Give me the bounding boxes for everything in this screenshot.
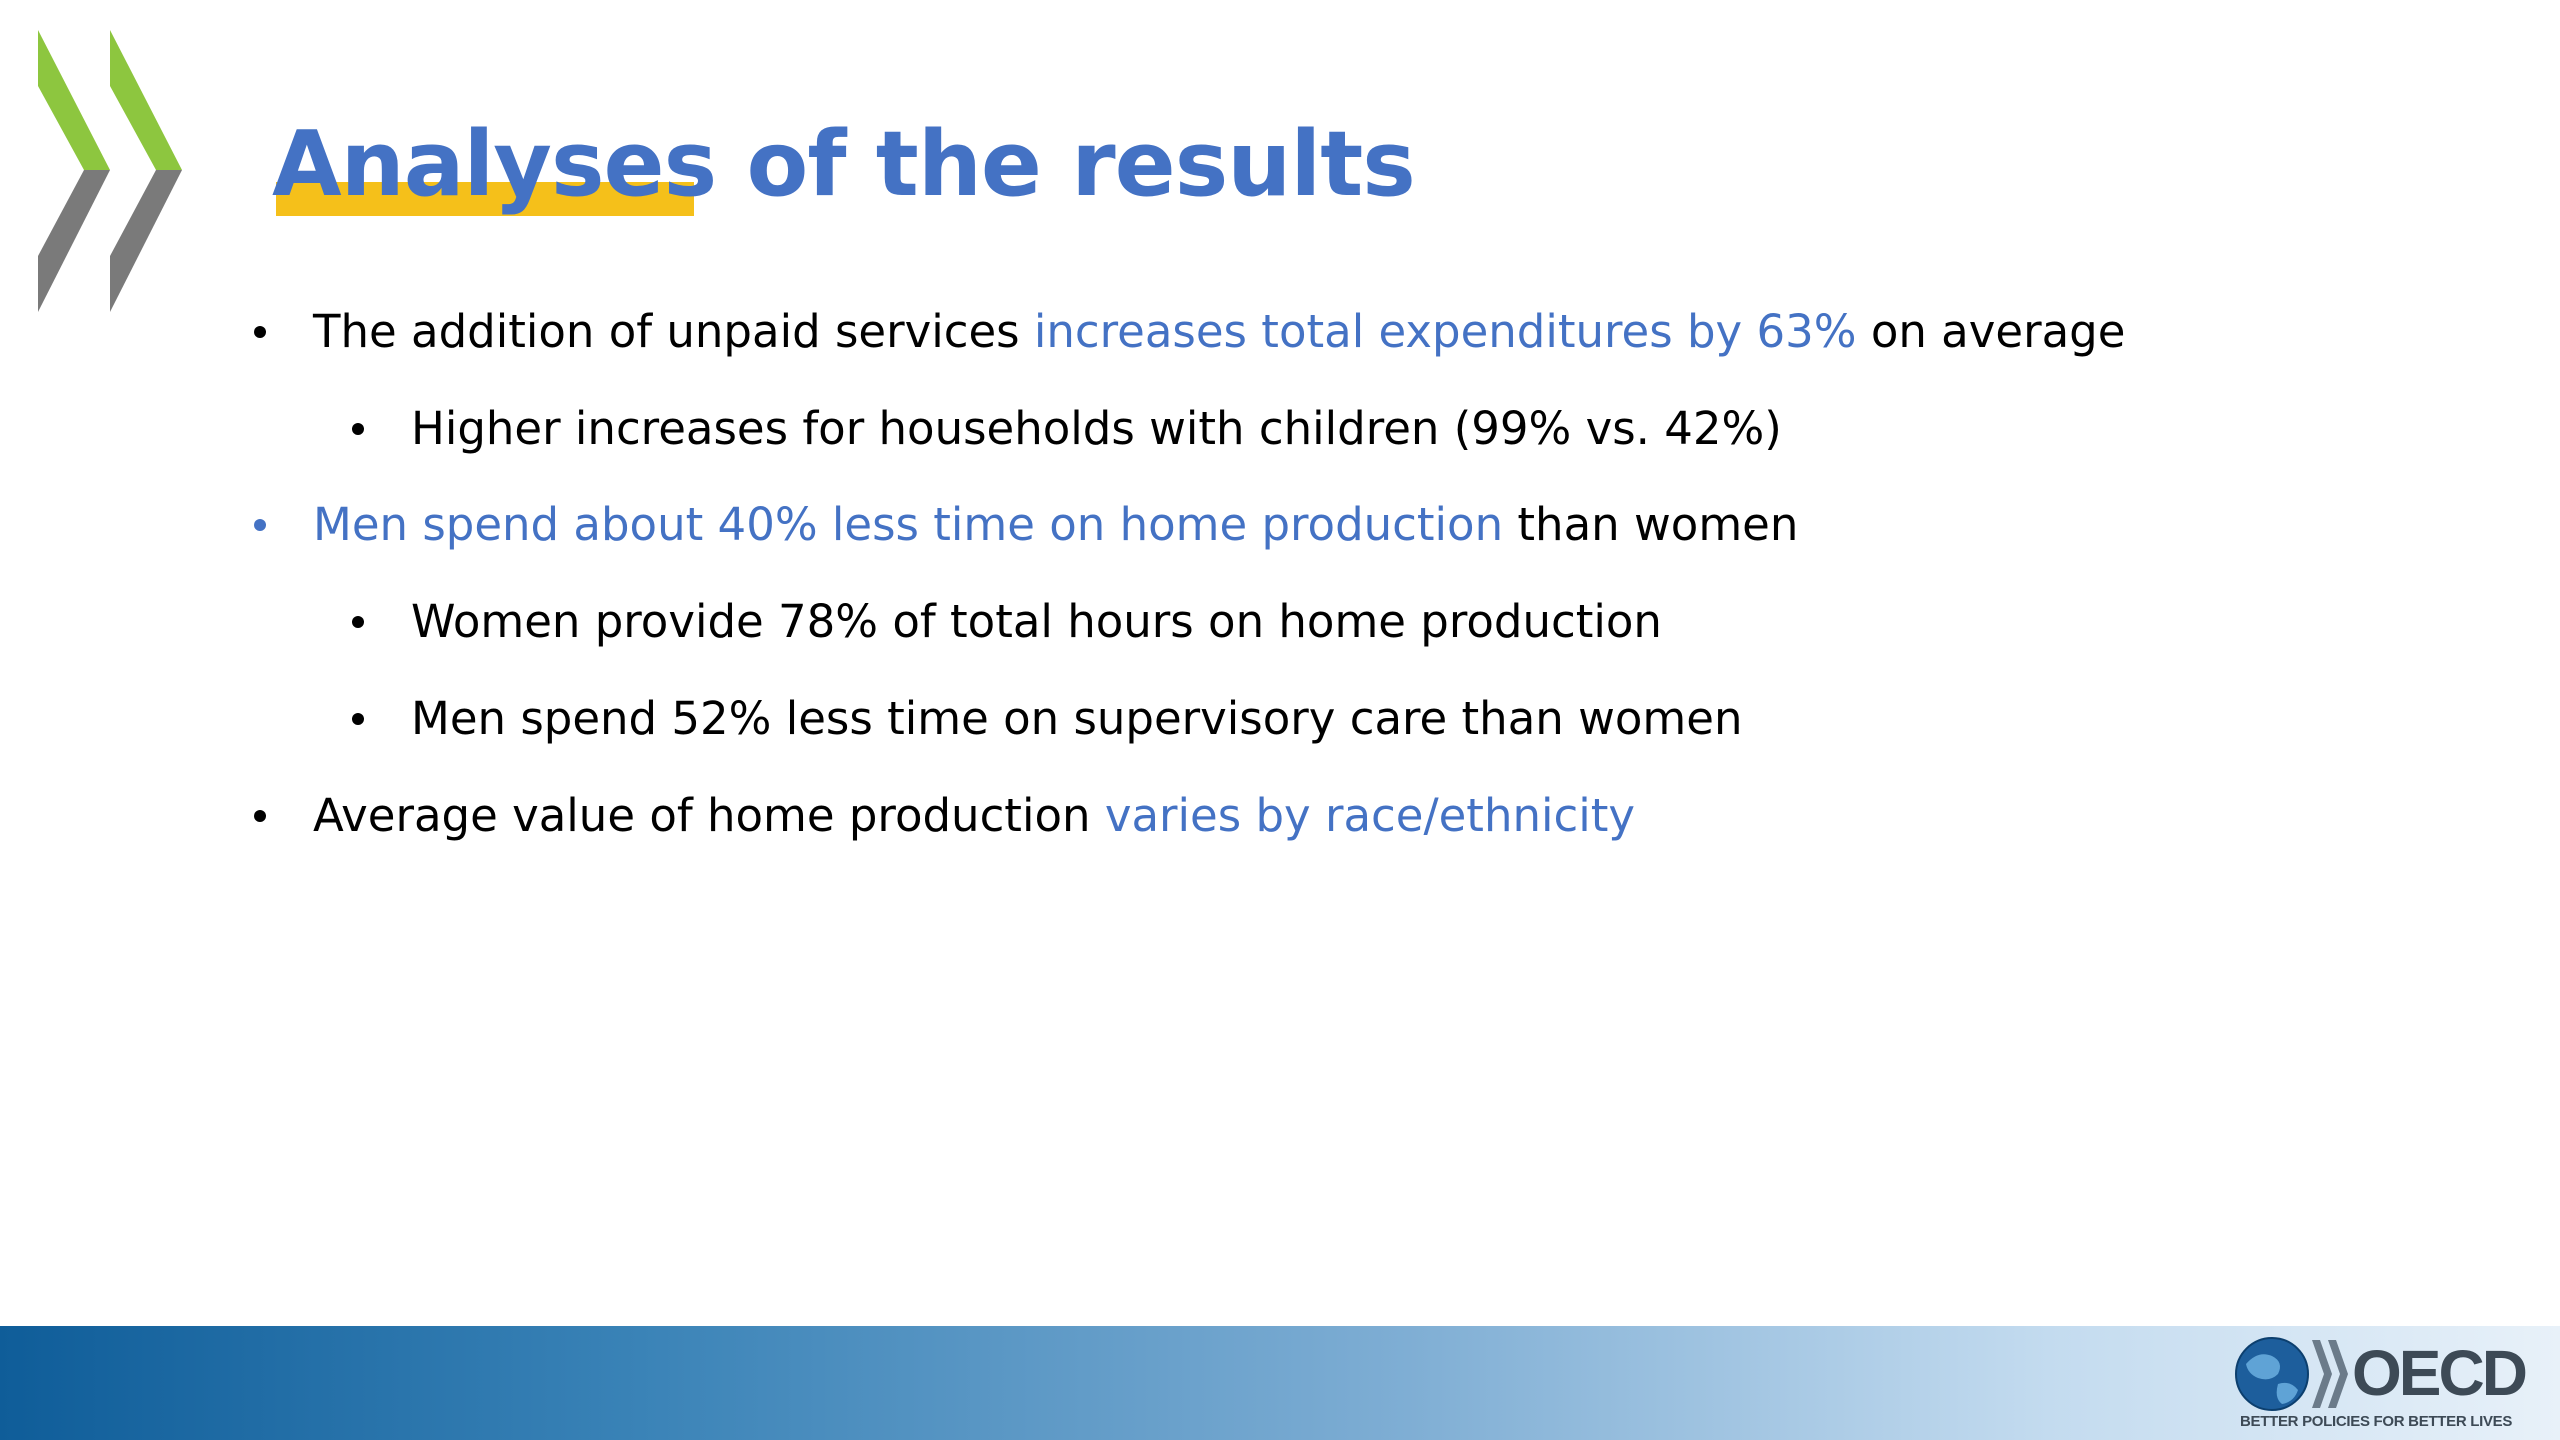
bullet-dot-icon [254, 810, 266, 822]
bullet-item [254, 297, 2125, 367]
bullet-highlight: increases total expenditures by 63% [1033, 305, 1857, 358]
bullet-text-part: on average [1856, 305, 2126, 358]
sub-bullet-item [352, 587, 1662, 657]
bullet-highlight: varies by race/ethnicity [1104, 789, 1636, 842]
logo-text: OECD [2352, 1337, 2525, 1409]
bullet-text [313, 297, 2125, 367]
bullet-dot-icon [352, 616, 364, 628]
bullet-text-part: Average value of home production [313, 789, 1105, 842]
bullet-text: Women provide 78% of total hours on home production [411, 595, 1662, 648]
bullet-text: Men spend 52% less time on supervisory care than women [411, 692, 1743, 745]
bullet-text: Higher increases for households with children (99% vs. 42%) [411, 402, 1782, 455]
chevron-left-bottom [38, 170, 110, 312]
bullet-text-part: than women [1503, 498, 1799, 551]
chevron-logo-icon [38, 30, 188, 312]
chevron-left-top [38, 30, 110, 170]
bullet-highlight: Men spend about 40% less time on home production [313, 498, 1504, 551]
chevron-right-top [110, 30, 182, 170]
bullet-dot-icon [352, 423, 364, 435]
page-title: Analyses of the results [272, 112, 1415, 217]
bullet-item [254, 490, 1798, 560]
sub-bullet-item [352, 394, 1782, 464]
logo-tagline: BETTER POLICIES FOR BETTER LIVES [2240, 1413, 2513, 1430]
bullet-text [313, 490, 1798, 560]
bullet-dot-icon [352, 713, 364, 725]
sub-bullet-item [352, 684, 1742, 754]
bullet-dot-icon [254, 519, 266, 531]
bullet-item [254, 781, 1635, 851]
footer-bar [0, 1326, 2560, 1440]
bullet-text [313, 781, 1635, 851]
bullet-text-part: The addition of unpaid services [313, 305, 1034, 358]
bullet-dot-icon [254, 326, 266, 338]
title-block [272, 100, 1415, 230]
globe-icon [2236, 1338, 2308, 1410]
logo-chevrons-icon [2312, 1340, 2348, 1408]
chevron-right-bottom [110, 170, 182, 312]
